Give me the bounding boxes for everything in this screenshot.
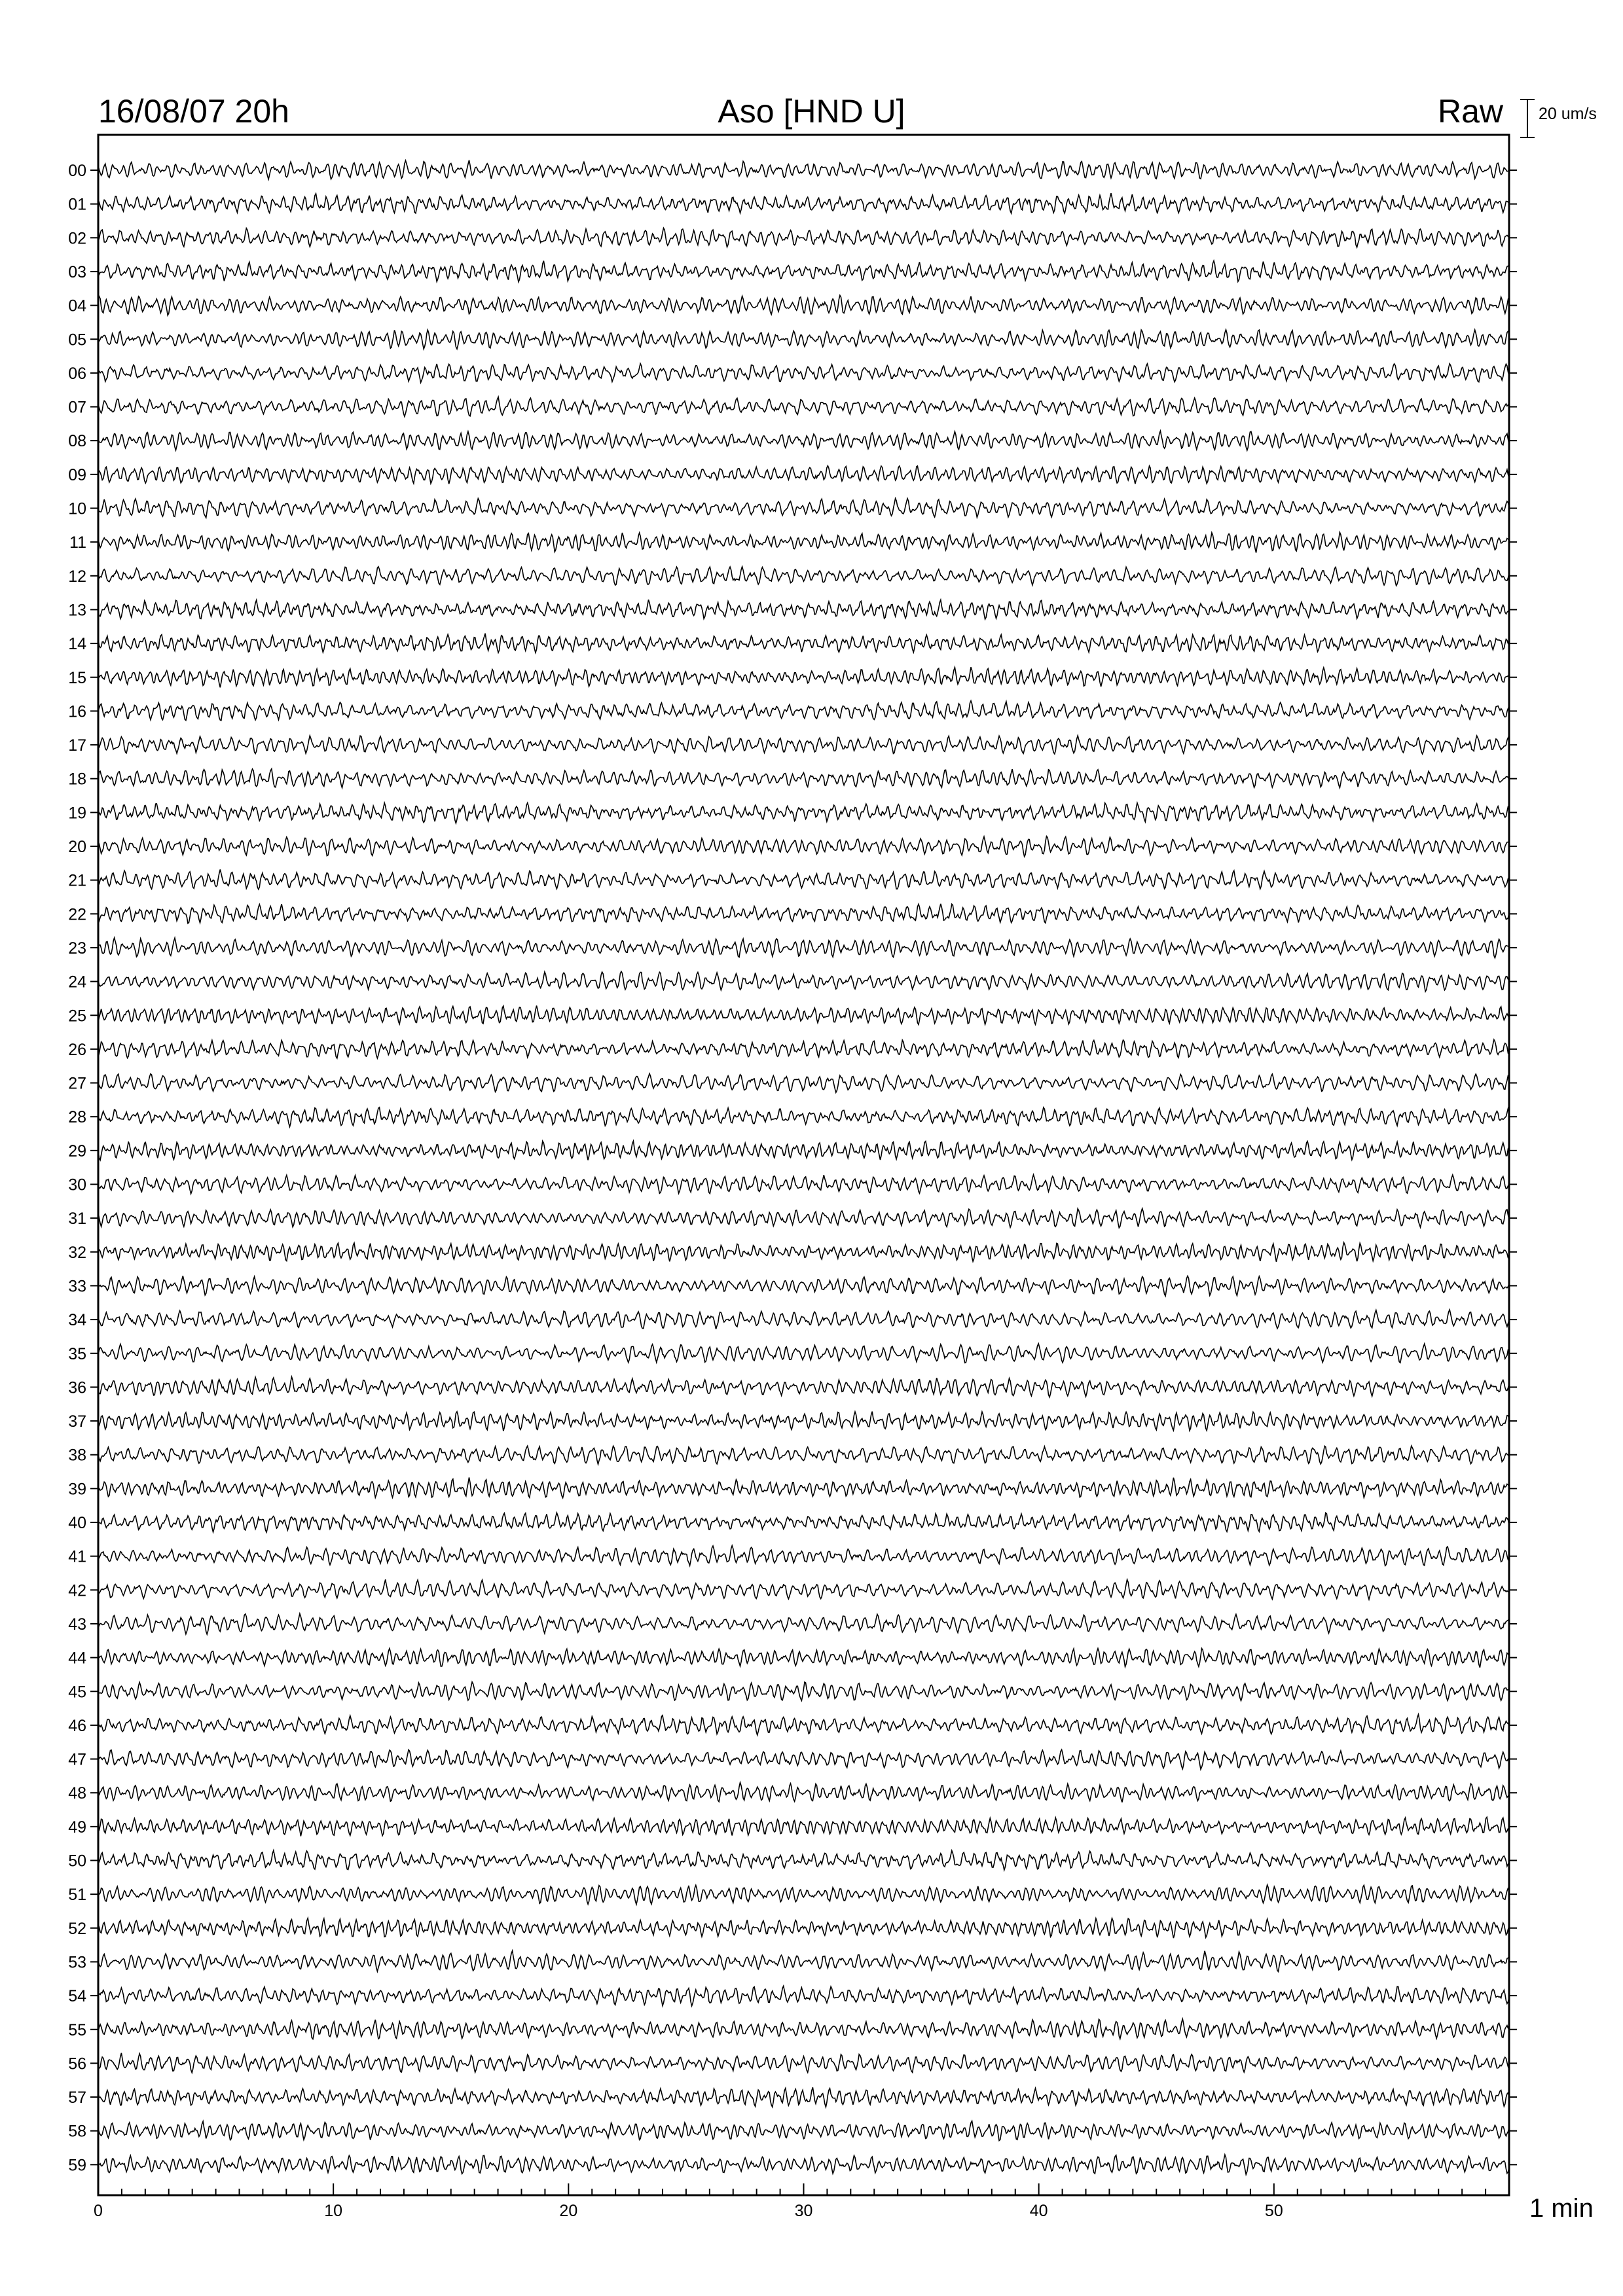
x-tick-label-40: 40	[1029, 2202, 1048, 2220]
row-label-40: 40	[68, 1514, 86, 1532]
row-label-02: 02	[68, 229, 86, 248]
trace-row-03	[98, 261, 1509, 282]
row-label-49: 49	[68, 1818, 86, 1837]
row-label-03: 03	[68, 262, 86, 281]
x-tick-label-30: 30	[794, 2202, 813, 2220]
trace-row-56	[98, 2053, 1509, 2073]
row-label-47: 47	[68, 1750, 86, 1769]
row-label-25: 25	[68, 1007, 86, 1026]
trace-row-09	[98, 466, 1509, 484]
row-label-32: 32	[68, 1243, 86, 1262]
station-title: Aso [HND U]	[718, 93, 905, 130]
row-label-26: 26	[68, 1040, 86, 1059]
row-label-20: 20	[68, 838, 86, 856]
trace-row-49	[98, 1817, 1509, 1836]
trace-row-43	[98, 1614, 1509, 1635]
trace-row-04	[98, 295, 1509, 315]
trace-row-33	[98, 1276, 1509, 1297]
row-label-36: 36	[68, 1378, 86, 1397]
trace-row-10	[98, 499, 1509, 518]
trace-row-01	[98, 193, 1509, 213]
mode-label: Raw	[1437, 93, 1503, 130]
trace-row-58	[98, 2121, 1509, 2141]
trace-row-35	[98, 1344, 1509, 1363]
trace-row-24	[98, 971, 1509, 992]
x-tick-label-20: 20	[559, 2202, 578, 2220]
row-label-43: 43	[68, 1615, 86, 1634]
trace-row-29	[98, 1141, 1509, 1160]
row-label-52: 52	[68, 1919, 86, 1938]
trace-row-51	[98, 1885, 1509, 1905]
trace-row-44	[98, 1649, 1509, 1668]
row-label-53: 53	[68, 1953, 86, 1972]
row-label-48: 48	[68, 1784, 86, 1803]
row-label-12: 12	[68, 567, 86, 586]
trace-row-21	[98, 870, 1509, 889]
trace-row-11	[98, 532, 1509, 552]
trace-row-12	[98, 567, 1509, 586]
row-label-50: 50	[68, 1852, 86, 1871]
row-label-35: 35	[68, 1344, 86, 1363]
trace-row-40	[98, 1513, 1509, 1532]
trace-row-46	[98, 1714, 1509, 1735]
trace-row-15	[98, 667, 1509, 687]
trace-row-32	[98, 1242, 1509, 1261]
row-label-46: 46	[68, 1716, 86, 1735]
row-label-14: 14	[68, 635, 86, 654]
row-label-37: 37	[68, 1412, 86, 1431]
trace-row-19	[98, 803, 1509, 823]
trace-row-23	[98, 938, 1509, 958]
trace-row-30	[98, 1175, 1509, 1194]
row-label-21: 21	[68, 871, 86, 890]
trace-row-54	[98, 1986, 1509, 2005]
trace-row-25	[98, 1006, 1509, 1025]
trace-row-00	[98, 160, 1509, 179]
trace-row-38	[98, 1446, 1509, 1464]
x-tick-label-0: 0	[94, 2202, 103, 2220]
row-label-58: 58	[68, 2122, 86, 2141]
trace-row-13	[98, 600, 1509, 619]
row-label-23: 23	[68, 939, 86, 958]
amplitude-scale-bar	[1520, 99, 1535, 137]
row-label-01: 01	[68, 195, 86, 214]
row-label-27: 27	[68, 1074, 86, 1093]
row-label-31: 31	[68, 1210, 86, 1229]
trace-row-06	[98, 364, 1509, 383]
row-label-10: 10	[68, 499, 86, 518]
row-label-42: 42	[68, 1581, 86, 1600]
row-label-29: 29	[68, 1141, 86, 1160]
row-label-05: 05	[68, 331, 86, 350]
trace-row-39	[98, 1477, 1509, 1498]
row-label-11: 11	[69, 533, 86, 552]
trace-row-59	[98, 2155, 1509, 2174]
trace-row-55	[98, 2019, 1509, 2039]
trace-row-17	[98, 736, 1509, 754]
row-label-15: 15	[68, 668, 86, 687]
trace-row-50	[98, 1850, 1509, 1870]
trace-row-16	[98, 701, 1509, 721]
row-label-06: 06	[68, 364, 86, 383]
row-label-38: 38	[68, 1446, 86, 1465]
row-label-19: 19	[68, 804, 86, 823]
scale-bar-label: 20 um/s	[1539, 105, 1597, 123]
trace-row-45	[98, 1682, 1509, 1701]
row-label-44: 44	[68, 1649, 86, 1668]
trace-row-27	[98, 1073, 1509, 1092]
row-label-57: 57	[68, 2089, 86, 2108]
trace-row-07	[98, 397, 1509, 417]
row-label-55: 55	[68, 2020, 86, 2039]
row-label-30: 30	[68, 1175, 86, 1194]
row-label-00: 00	[68, 162, 86, 180]
row-label-34: 34	[68, 1311, 86, 1330]
trace-row-42	[98, 1579, 1509, 1599]
trace-row-31	[98, 1208, 1509, 1228]
trace-row-22	[98, 904, 1509, 924]
row-label-51: 51	[68, 1886, 86, 1905]
trace-row-48	[98, 1782, 1509, 1802]
trace-row-02	[98, 228, 1509, 247]
trace-row-28	[98, 1107, 1509, 1127]
trace-row-26	[98, 1040, 1509, 1058]
trace-row-53	[98, 1951, 1509, 1972]
trace-row-18	[98, 769, 1509, 788]
row-label-16: 16	[68, 702, 86, 721]
row-label-54: 54	[68, 1987, 86, 2006]
row-label-28: 28	[68, 1108, 86, 1127]
trace-row-08	[98, 431, 1509, 450]
row-label-22: 22	[68, 905, 86, 924]
row-label-59: 59	[68, 2156, 86, 2175]
x-tick-label-10: 10	[324, 2202, 343, 2220]
trace-row-37	[98, 1412, 1509, 1431]
x-unit-label: 1 min	[1529, 2194, 1594, 2223]
trace-row-41	[98, 1545, 1509, 1566]
trace-row-34	[98, 1310, 1509, 1329]
trace-row-36	[98, 1377, 1509, 1397]
row-label-13: 13	[68, 601, 86, 620]
row-label-07: 07	[68, 398, 86, 417]
trace-row-05	[98, 330, 1509, 350]
trace-row-14	[98, 634, 1509, 653]
row-label-08: 08	[68, 432, 86, 451]
row-label-33: 33	[68, 1277, 86, 1296]
row-label-41: 41	[68, 1547, 86, 1566]
row-label-04: 04	[68, 296, 86, 315]
row-label-24: 24	[68, 973, 86, 992]
trace-row-20	[98, 836, 1509, 857]
row-label-09: 09	[68, 465, 86, 484]
row-label-45: 45	[68, 1683, 86, 1702]
datetime-title: 16/08/07 20h	[98, 93, 289, 130]
row-label-39: 39	[68, 1480, 86, 1499]
trace-row-57	[98, 2087, 1509, 2107]
x-tick-label-50: 50	[1264, 2202, 1283, 2220]
row-label-56: 56	[68, 2054, 86, 2073]
row-label-18: 18	[68, 770, 86, 789]
trace-row-52	[98, 1918, 1509, 1938]
row-label-17: 17	[68, 736, 86, 755]
trace-row-47	[98, 1749, 1509, 1769]
